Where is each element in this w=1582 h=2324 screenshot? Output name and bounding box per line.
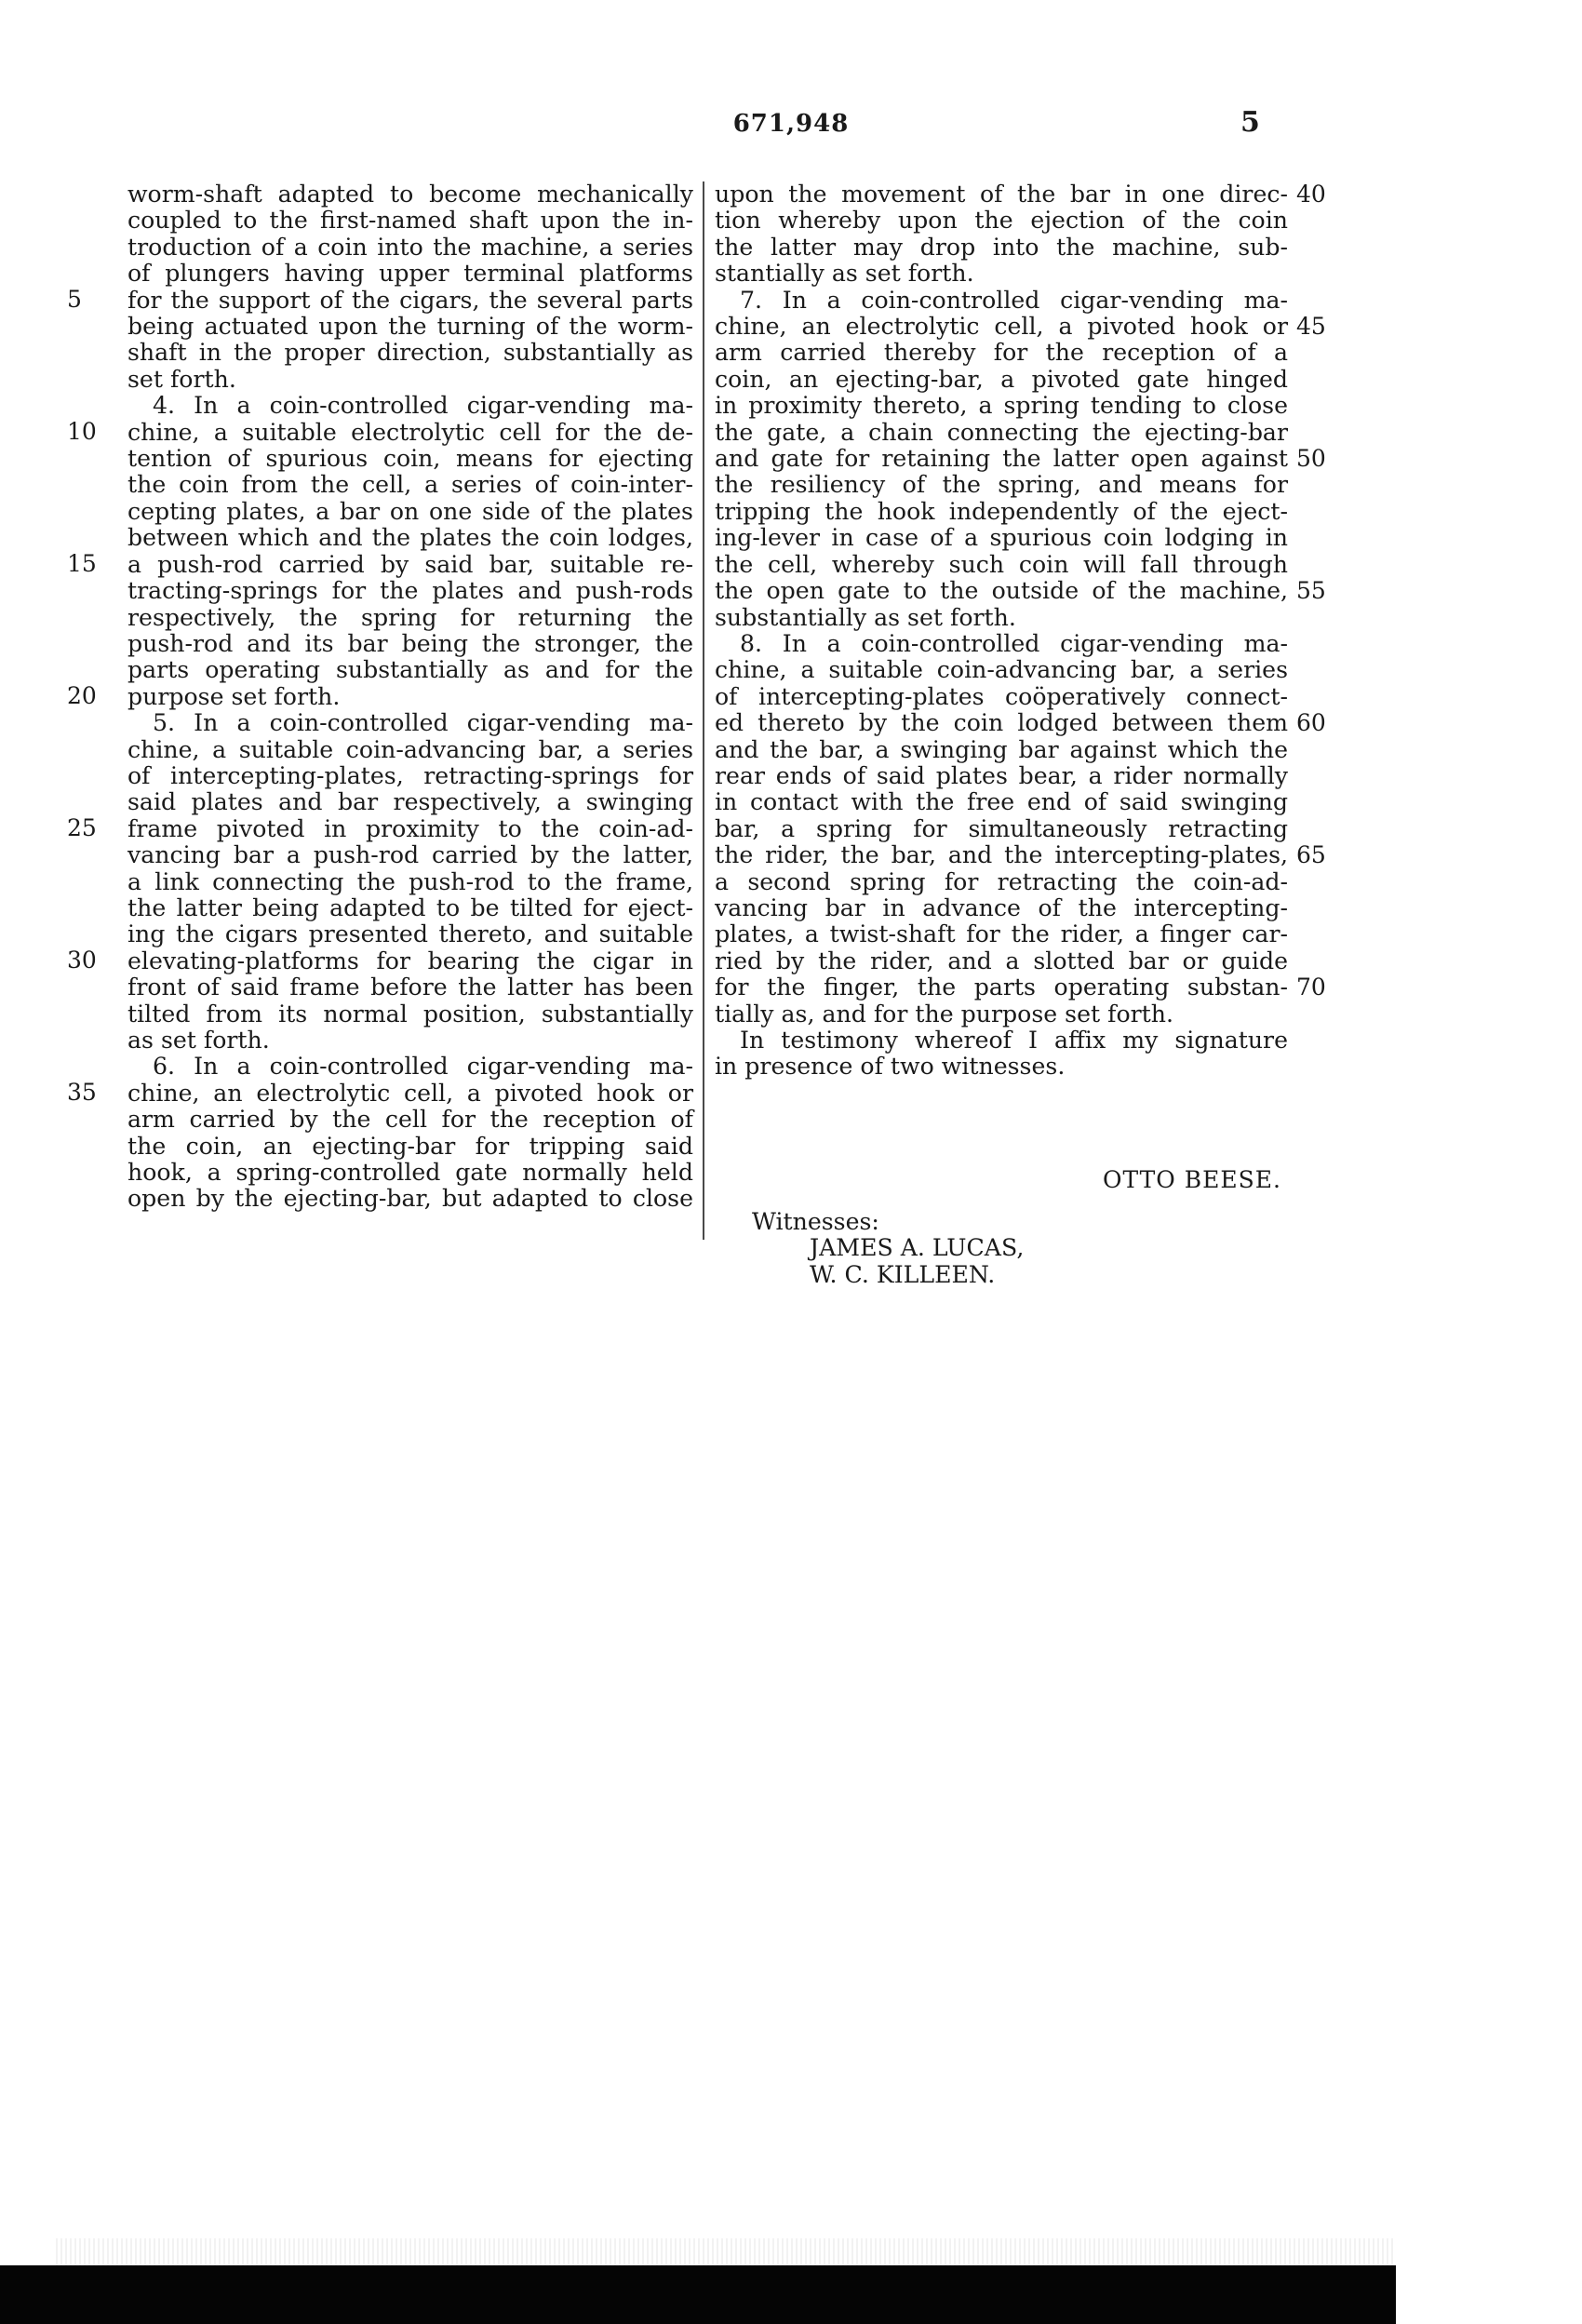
text-line: being actuated upon the turning of the worm-: [127, 313, 693, 341]
text-line: chine, a suitable coin-advancing bar, a series: [127, 735, 693, 763]
text-line: as set forth.: [127, 1027, 270, 1054]
text-line: in proximity thereto, a spring tending to close: [715, 392, 1288, 420]
text-line: the rider, the bar, and the intercepting-plates,: [715, 841, 1288, 869]
text-line: push-rod and its bar being the stronger, the: [127, 629, 693, 657]
text-line: tially as, and for the purpose set forth.: [715, 1000, 1174, 1028]
text-line: front of said frame before the latter has been: [127, 974, 693, 1001]
text-line: arm carried thereby for the reception of a: [715, 339, 1288, 367]
text-line: ing the cigars presented thereto, and suitable: [127, 920, 693, 948]
text-line: respectively, the spring for returning the: [127, 603, 693, 631]
text-line: hook, a spring-controlled gate normally held: [127, 1159, 693, 1187]
text-line: arm carried by the cell for the reception of: [127, 1106, 693, 1134]
page-number: 5: [1240, 106, 1260, 139]
text-line: substantially as set forth.: [715, 603, 1016, 631]
text-line: the latter may drop into the machine, sub-: [715, 233, 1288, 261]
text-line: ed thereto by the coin lodged between them: [715, 709, 1288, 737]
witness-name: JAMES A. LUCAS,: [810, 1234, 1025, 1262]
text-line: for the support of the cigars, the several parts: [127, 286, 693, 314]
text-line: tilted from its normal position, substantially: [127, 1000, 693, 1028]
line-number: 45: [1296, 313, 1326, 340]
text-line: the cell, whereby such coin will fall through: [715, 550, 1288, 578]
text-line: 6. In a coin-controlled cigar-vending ma-: [153, 1053, 693, 1081]
text-line: coin, an ejecting-bar, a pivoted gate hinged: [715, 365, 1288, 393]
text-line: tracting-springs for the plates and push-rods: [127, 577, 693, 605]
text-line: shaft in the proper direction, substantially as: [127, 339, 693, 367]
patent-number: 671,948: [732, 110, 850, 138]
text-line: frame pivoted in proximity to the coin-ad-: [127, 814, 693, 842]
text-line: and the bar, a swinging bar against which the: [715, 735, 1288, 763]
text-line: the open gate to the outside of the machine,: [715, 577, 1288, 605]
text-line: plates, a twist-shaft for the rider, a finger car-: [715, 920, 1288, 948]
line-number: 60: [1296, 709, 1326, 736]
text-line: chine, a suitable electrolytic cell for the de-: [127, 418, 693, 446]
line-number: 70: [1296, 974, 1326, 1001]
text-line: bar, a spring for simultaneously retracting: [715, 814, 1288, 842]
line-number: 55: [1296, 577, 1326, 604]
text-line: 7. In a coin-controlled cigar-vending ma-: [740, 286, 1288, 314]
line-number: 30: [67, 947, 97, 974]
text-line: a second spring for retracting the coin-ad-: [715, 867, 1288, 895]
line-number: 25: [67, 814, 97, 841]
text-line: 5. In a coin-controlled cigar-vending ma-: [153, 709, 693, 737]
witness-name: W. C. KILLEEN.: [810, 1260, 996, 1288]
text-line: troduction of a coin into the machine, a series: [127, 233, 693, 261]
text-line: for the finger, the parts operating substan-: [715, 974, 1288, 1001]
text-line: said plates and bar respectively, a swinging: [127, 788, 693, 816]
line-number: 20: [67, 682, 97, 709]
text-line: upon the movement of the bar in one direc-: [715, 181, 1288, 208]
text-line: in presence of two witnesses.: [715, 1053, 1066, 1081]
text-line: chine, an electrolytic cell, a pivoted hook or: [715, 313, 1288, 341]
witnesses-block: [752, 1209, 1024, 1288]
text-line: chine, a suitable coin-advancing bar, a series: [715, 656, 1288, 684]
text-line: the latter being adapted to be tilted for eject-: [127, 893, 693, 921]
text-line: ried by the rider, and a slotted bar or guide: [715, 947, 1288, 974]
scan-edge-bar: [0, 2265, 1396, 2324]
text-line: open by the ejecting-bar, but adapted to close: [127, 1185, 693, 1213]
text-line: worm-shaft adapted to become mechanically: [127, 181, 693, 208]
text-line: in contact with the free end of said swinging: [715, 788, 1288, 816]
scan-noise: [56, 2238, 1396, 2265]
text-line: between which and the plates the coin lodges,: [127, 524, 693, 552]
left-text-column: [127, 181, 693, 1213]
text-line: coupled to the first-named shaft upon the in-: [127, 207, 693, 235]
column-divider: [703, 181, 704, 1240]
line-number: 35: [67, 1079, 97, 1106]
text-line: parts operating substantially as and for the: [127, 656, 693, 684]
text-line: and gate for retaining the latter open against: [715, 445, 1288, 473]
inventor-signature: OTTO BEESE.: [1103, 1166, 1281, 1193]
line-number: 65: [1296, 841, 1326, 868]
line-number: 40: [1296, 181, 1326, 208]
line-number: 5: [67, 286, 82, 313]
text-line: a push-rod carried by said bar, suitable re-: [127, 550, 693, 578]
text-line: vancing bar in advance of the intercepting-: [715, 893, 1288, 921]
text-line: cepting plates, a bar on one side of the plates: [127, 497, 693, 525]
text-line: rear ends of said plates bear, a rider normally: [715, 761, 1288, 789]
line-number: 50: [1296, 445, 1326, 472]
text-line: set forth.: [127, 365, 236, 393]
text-line: tention of spurious coin, means for ejecting: [127, 445, 693, 473]
text-line: the gate, a chain connecting the ejecting-bar: [715, 418, 1288, 446]
text-line: ing-lever in case of a spurious coin lodging in: [715, 524, 1288, 552]
text-line: chine, an electrolytic cell, a pivoted hook or: [127, 1079, 693, 1107]
text-line: the resiliency of the spring, and means for: [715, 471, 1288, 499]
text-line: purpose set forth.: [127, 682, 341, 710]
text-line: the coin, an ejecting-bar for tripping said: [127, 1132, 693, 1160]
text-line: 4. In a coin-controlled cigar-vending ma-: [153, 392, 693, 420]
text-line: vancing bar a push-rod carried by the latter,: [127, 841, 693, 869]
witnesses-label: Witnesses:: [752, 1208, 879, 1235]
text-line: tripping the hook independently of the eject-: [715, 497, 1288, 525]
right-text-column: [715, 181, 1288, 1081]
text-line: stantially as set forth.: [715, 260, 974, 288]
line-number: 15: [67, 550, 97, 577]
text-line: tion whereby upon the ejection of the coin: [715, 207, 1288, 235]
text-line: of intercepting-plates, retracting-springs for: [127, 761, 693, 789]
text-line: the coin from the cell, a series of coin-inter-: [127, 471, 693, 499]
line-number: 10: [67, 418, 97, 445]
text-line: of intercepting-plates coöperatively connect-: [715, 682, 1288, 710]
text-line: In testimony whereof I affix my signature: [740, 1027, 1288, 1054]
text-line: of plungers having upper terminal platforms: [127, 260, 693, 288]
text-line: 8. In a coin-controlled cigar-vending ma-: [740, 629, 1288, 657]
text-line: a link connecting the push-rod to the frame,: [127, 867, 693, 895]
text-line: elevating-platforms for bearing the cigar in: [127, 947, 693, 974]
